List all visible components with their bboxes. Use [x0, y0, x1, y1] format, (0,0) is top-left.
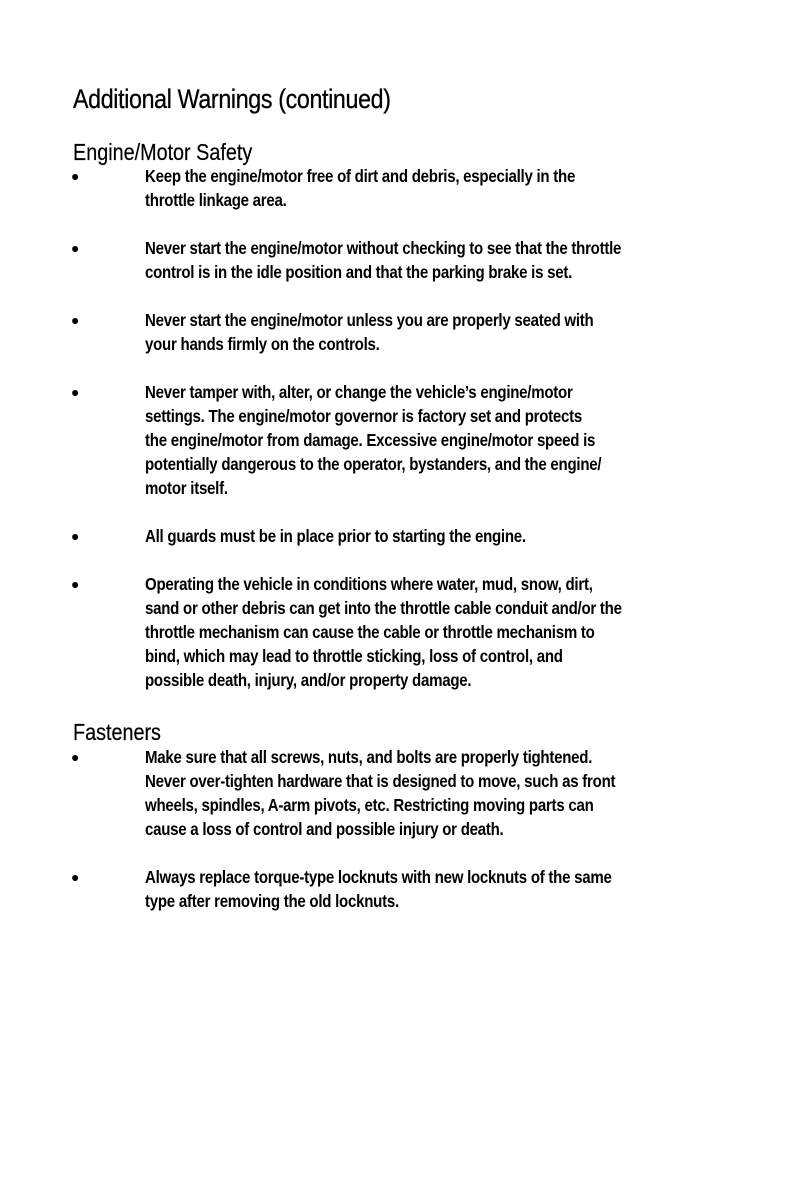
list-item-text: Always replace torque-type locknuts with new locknuts of the same type after removing the old locknuts. [145, 867, 612, 911]
list-item [0, 236, 792, 284]
section-heading-engine-motor-safety: Engine/Motor Safety [73, 139, 253, 165]
bullet-icon: ● [71, 168, 80, 184]
list-item [0, 164, 792, 212]
list-item-text: All guards must be in place prior to starting the engine. [145, 526, 526, 546]
list-item [0, 865, 792, 913]
bullet-icon: ● [71, 312, 80, 328]
list-item [0, 524, 792, 548]
bullet-icon: ● [71, 384, 80, 400]
list-item-text: Operating the vehicle in conditions where water, mud, snow, dirt, sand or other debris can get into the throttle cable conduit and/or the throttle mechanism can cause the cable or throttle mechanism to bind, which may lead to throttle sticking, loss of control, and possible death, injury, and/or property damage. [145, 574, 622, 690]
list-item-text: Never start the engine/motor without checking to see that the throttle control is in the idle position and that the parking brake is set. [145, 238, 622, 282]
list-item [0, 745, 792, 841]
bullet-icon: ● [71, 528, 80, 544]
list-item-text: Never start the engine/motor unless you are properly seated with your hands firmly on the controls. [145, 310, 594, 354]
list-item [0, 380, 792, 500]
bullet-icon: ● [71, 576, 80, 592]
list-item-text: Keep the engine/motor free of dirt and debris, especially in the throttle linkage area. [145, 166, 576, 210]
bullet-icon: ● [71, 869, 80, 885]
section-heading-fasteners: Fasteners [73, 719, 161, 745]
bullet-icon: ● [71, 240, 80, 256]
engine-motor-safety-list [0, 164, 792, 692]
fasteners-list [0, 745, 792, 913]
list-item-text: Make sure that all screws, nuts, and bolts are properly tightened. Never over-tighten hardware that is designed to move, such as front wheels, spindles, A-arm pivots, etc. Restricting moving parts can cause a loss of control and possible injury or death. [145, 747, 616, 839]
list-item [0, 308, 792, 356]
page-title: Additional Warnings (continued) [73, 84, 391, 114]
bullet-icon: ● [71, 749, 80, 765]
list-item-text: Never tamper with, alter, or change the vehicle’s engine/motor settings. The engine/motor governor is factory set and protects the engine/motor from damage. Excessive engine/motor speed is potentially dangerous to the operator, bystanders, and the engine/ motor itself. [145, 382, 602, 498]
list-item [0, 572, 792, 692]
